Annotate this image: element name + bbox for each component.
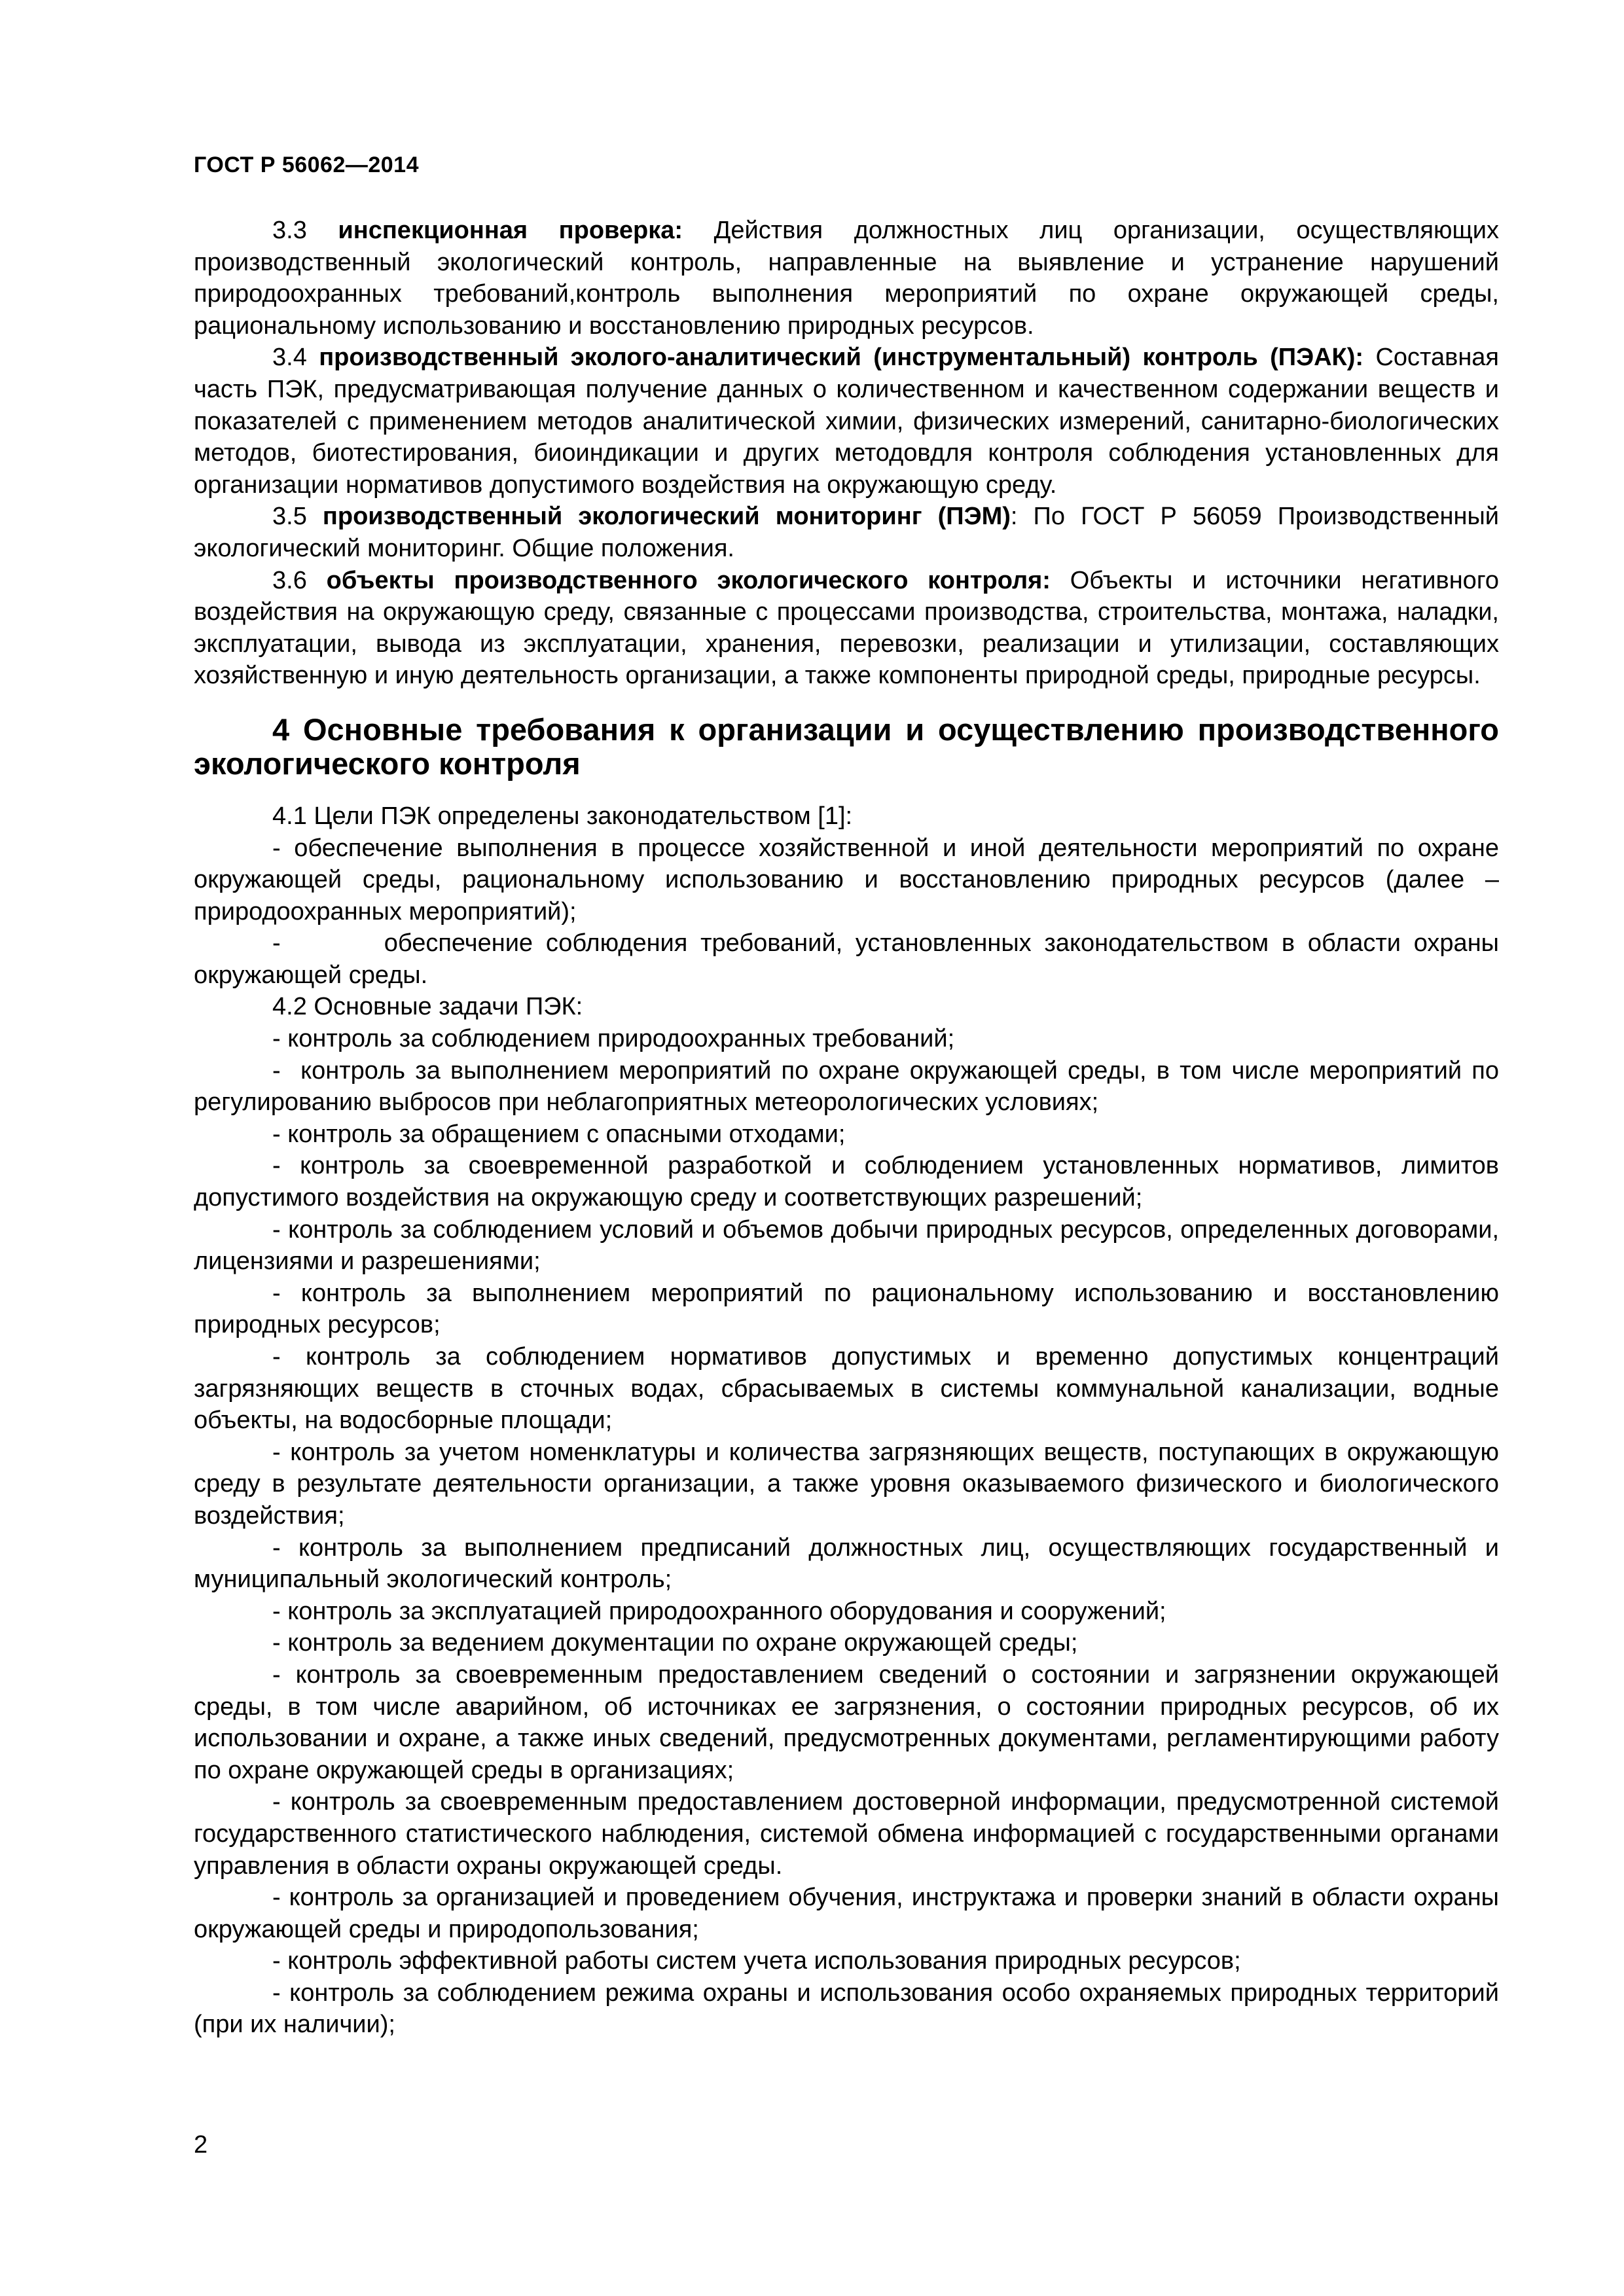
definition-number: 3.4 <box>272 344 307 372</box>
definition-number: 3.5 <box>272 503 307 531</box>
list-item: - контроль за соблюдением природоохранных требований; <box>272 1025 955 1053</box>
paragraph: - обеспечение выполнения в процессе хозяйственной и иной деятельности мероприятий по охране окружающей среды, рациональному использованию и восстановлению природных ресурсов (далее –природоохранных мероприятий); <box>194 834 1499 925</box>
document-code-header: ГОСТ Р 56062—2014 <box>194 152 420 177</box>
list-item: - контроль эффективной работы систем учета использования природных ресурсов; <box>272 1947 1241 1975</box>
definition-text: Действия должностных лиц организации, осуществляющих производственный экологический контроль, направленные на выявление и устранение нарушений природоохранных требований,контроль выполнения мероприятий по охране окружающей среды, рациональному использованию и восстановлению природных ресурсов. <box>194 217 1500 340</box>
list-item: - контроль за соблюдением нормативов допустимых и временно допустимых концентраций загрязняющих веществ в сточных водах, сбрасываемых в системы коммунальной канализации, водные объекты, на водосборные площади; <box>194 1343 1499 1435</box>
definition-3-4 <box>194 342 1499 501</box>
list-item: - контроль за своевременным предоставлением сведений о состоянии и загрязнении окружающей среды, в том числе аварийном, об источниках ее загрязнения, о состоянии природных ресурсов, об их использовании и охране, а также иных сведений, предусмотренных документами, регламентирующими работу по охране окружающей среды в организациях; <box>194 1660 1499 1784</box>
definition-text: : По ГОСТ Р 56059 Производственный экологический мониторинг. Общие положения. <box>194 503 1499 562</box>
list-item: - контроль за эксплуатацией природоохранного оборудования и сооружений; <box>272 1597 1166 1625</box>
paragraph: - обеспечение соблюдения требований, установленных законодательством в области охраны окружающей среды. <box>194 929 1506 989</box>
page-number: 2 <box>194 2131 208 2159</box>
definition-term: инспекционная проверка: <box>338 217 683 244</box>
definition-3-6 <box>194 565 1499 692</box>
page-content <box>194 215 1506 2041</box>
list-item: - контроль за выполнением предписаний должностных лиц, осуществляющих государственный и муниципальный экологический контроль; <box>194 1534 1499 1594</box>
list-item: - контроль за своевременной разработкой и соблюдением установленных нормативов, лимитов допустимого воздействия на окружающую среду и соответствующих разрешений; <box>194 1152 1499 1212</box>
definition-3-3 <box>194 215 1499 342</box>
list-item: - контроль за учетом номенклатуры и количества загрязняющих веществ, поступающих в окружающую среду в результате деятельности организации, а также уровня оказываемого физического и биологического воздействия; <box>194 1438 1499 1530</box>
paragraph: 4.1 Цели ПЭК определены законодательством [1]: <box>272 802 853 830</box>
definition-term: производственный экологический мониторинг (ПЭМ) <box>322 503 1011 531</box>
section-4-title: 4 Основные требования к организации и осуществлению производственного экологического контроля <box>194 711 1499 781</box>
paragraph: 4.2 Основные задачи ПЭК: <box>272 993 583 1021</box>
definition-term: объекты производственного экологического контроля: <box>326 566 1051 594</box>
list-item: - контроль за соблюдением условий и объемов добычи природных ресурсов, определенных договорами, лицензиями и разрешениями; <box>194 1215 1499 1276</box>
definition-text: Объекты и источники негативного воздействия на окружающую среду, связанные с процессами производства, строительства, монтажа, наладки, эксплуатации, вывода из эксплуатации, хранения, перевозки, реализации и утилизации, составляющих хозяйственную и иную деятельность организации, а также компоненты природной среды, природные ресурсы. <box>194 566 1499 690</box>
definition-text: Составная часть ПЭК, предусматривающая получение данных о количественном и качественном содержании веществ и показателей с применением методов аналитической химии, физических измерений, санитарно-биологических методов, биотестирования, биоиндикации и других методовдля контроля соблюдения установленных для организации нормативов допустимого воздействия на окружающую среду. <box>194 344 1500 499</box>
list-item: - контроль за своевременным предоставлением достоверной информации, предусмотренной системой государственного статистического наблюдения, системой обмена информацией с государственными органами управления в области охраны окружающей среды. <box>194 1788 1499 1880</box>
list-item: - контроль за ведением документации по охране окружающей среды; <box>272 1629 1078 1657</box>
definition-term: производственный эколого-аналитический (инструментальный) контроль (ПЭАК): <box>319 344 1364 372</box>
definition-number: 3.6 <box>272 566 307 594</box>
list-item: - контроль за обращением с опасными отходами; <box>272 1120 846 1148</box>
list-item: - контроль за соблюдением режима охраны и использования особо охраняемых природных территорий (при их наличии); <box>194 1979 1499 2039</box>
definition-number: 3.3 <box>272 217 307 244</box>
list-item: - контроль за выполнением мероприятий по охране окружающей среды, в том числе мероприятий по регулированию выбросов при неблагоприятных метеорологических условиях; <box>194 1056 1506 1117</box>
list-item: - контроль за выполнением мероприятий по рациональному использованию и восстановлению природных ресурсов; <box>194 1279 1499 1339</box>
list-item: - контроль за организацией и проведением обучения, инструктажа и проверки знаний в области охраны окружающей среды и природопользования; <box>194 1884 1499 1943</box>
definition-3-5 <box>194 501 1499 564</box>
